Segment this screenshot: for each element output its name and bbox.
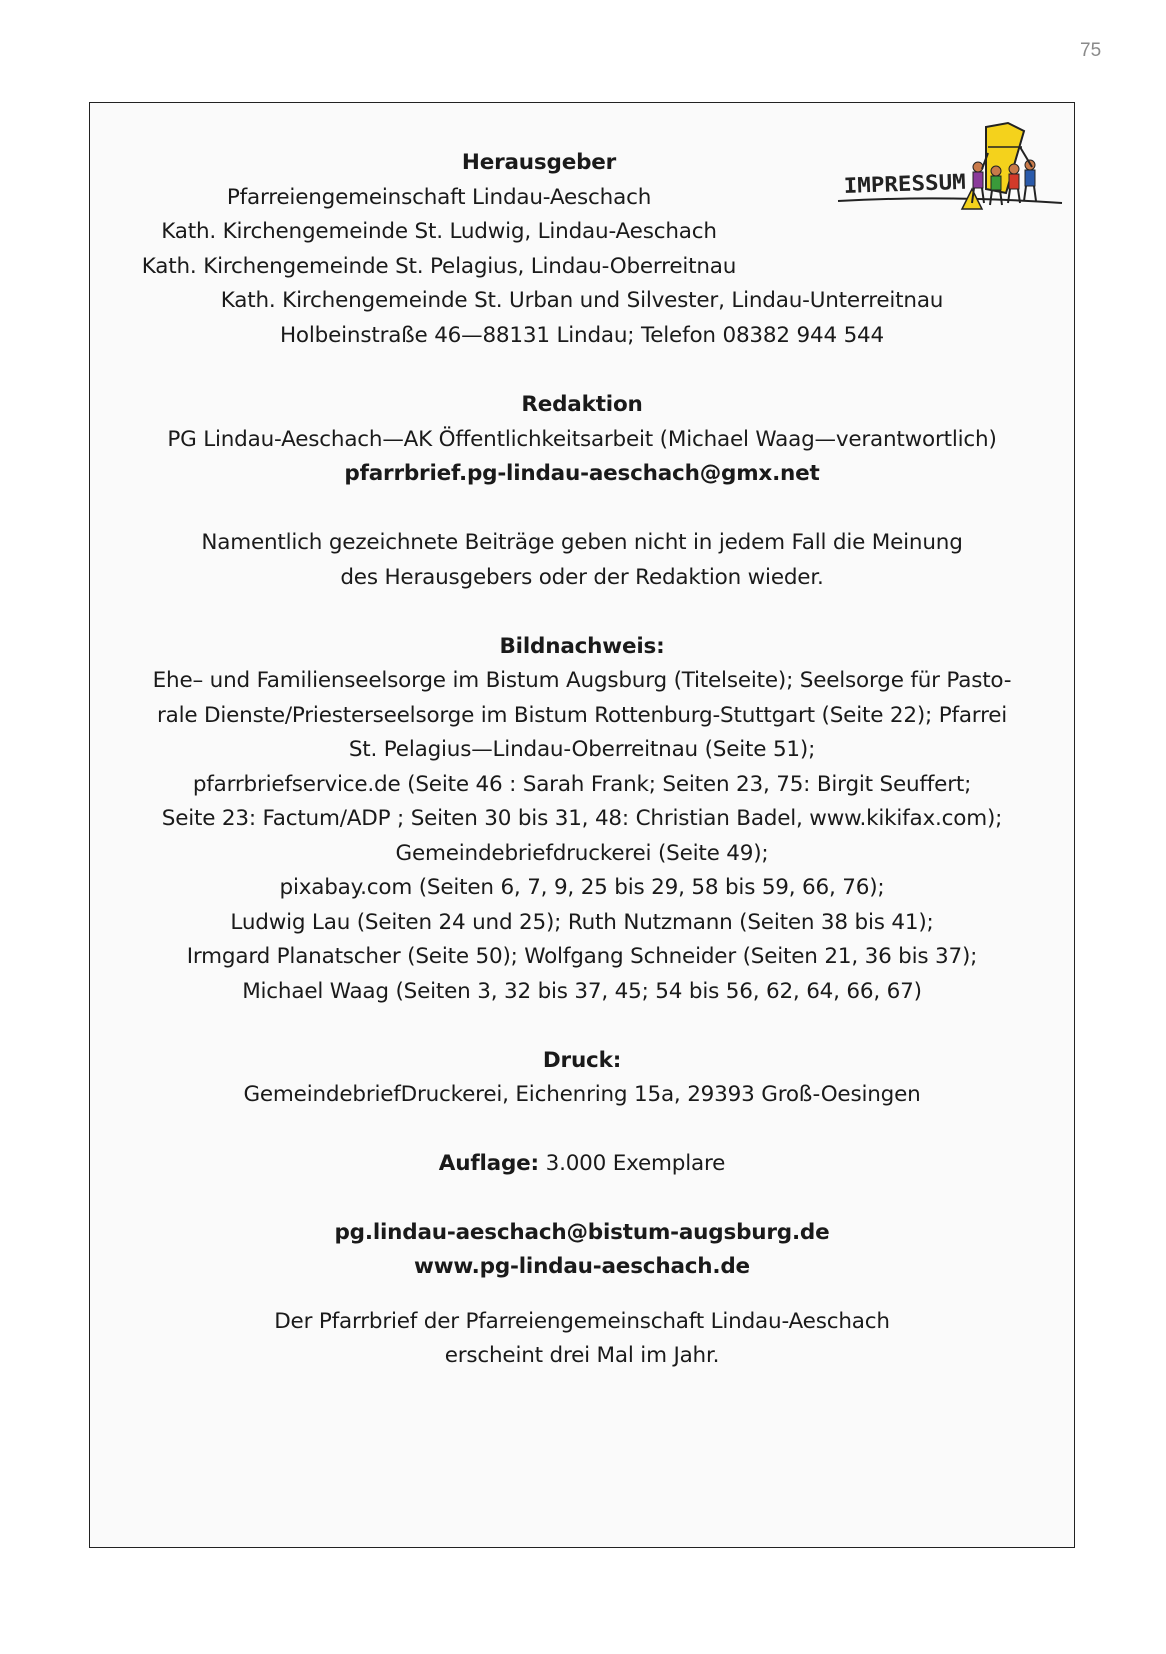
disclaimer-line: des Herausgebers oder der Redaktion wieder. xyxy=(340,565,824,590)
auflage-label: Auflage: xyxy=(438,1151,539,1176)
bildnachweis-heading: Bildnachweis: xyxy=(499,634,665,659)
impressum-frame xyxy=(89,102,1075,1548)
bildnachweis-line: Michael Waag (Seiten 3, 32 bis 37, 45; 54 bis 56, 62, 64, 66, 67) xyxy=(242,979,922,1004)
contact-website[interactable]: www.pg-lindau-aeschach.de xyxy=(414,1254,750,1279)
footer-line: Der Pfarrbrief der Pfarreiengemeinschaft Lindau-Aeschach xyxy=(274,1309,890,1334)
redaktion-heading: Redaktion xyxy=(521,392,643,417)
bildnachweis-line: Gemeindebriefdruckerei (Seite 49); xyxy=(395,841,769,866)
herausgeber-line: Kath. Kirchengemeinde St. Ludwig, Lindau-Aeschach xyxy=(161,219,717,244)
bildnachweis-line: pixabay.com (Seiten 6, 7, 9, 25 bis 29, 58 bis 59, 66, 76); xyxy=(279,875,885,900)
bildnachweis-line: Ludwig Lau (Seiten 24 und 25); Ruth Nutzmann (Seiten 38 bis 41); xyxy=(230,910,934,935)
disclaimer-line: Namentlich gezeichnete Beiträge geben nicht in jedem Fall die Meinung xyxy=(201,530,963,555)
redaktion-email[interactable]: pfarrbrief.pg-lindau-aeschach@gmx.net xyxy=(344,461,820,486)
page-number: 75 xyxy=(1080,40,1102,61)
herausgeber-line: Pfarreiengemeinschaft Lindau-Aeschach xyxy=(226,185,652,210)
bildnachweis-line: St. Pelagius—Lindau-Oberreitnau (Seite 51); xyxy=(348,737,816,762)
auflage-line xyxy=(90,1149,1074,1179)
bildnachweis-line: Seite 23: Factum/ADP ; Seiten 30 bis 31, 48: Christian Badel, www.kikifax.com); xyxy=(161,806,1003,831)
bildnachweis-line: pfarrbriefservice.de (Seite 46 : Sarah Frank; Seiten 23, 75: Birgit Seuffert; xyxy=(192,772,972,797)
bildnachweis-line: Irmgard Planatscher (Seite 50); Wolfgang Schneider (Seiten 21, 36 bis 37); xyxy=(186,944,978,969)
bildnachweis-line: Ehe– und Familienseelsorge im Bistum Augsburg (Titelseite); Seelsorge für Pasto- xyxy=(152,668,1012,693)
auflage-value: 3.000 Exemplare xyxy=(545,1151,726,1176)
herausgeber-heading: Herausgeber xyxy=(461,150,617,175)
druck-heading: Druck: xyxy=(542,1048,622,1073)
redaktion-line: PG Lindau-Aeschach—AK Öffentlichkeitsarbeit (Michael Waag—verantwortlich) xyxy=(167,427,997,452)
herausgeber-line: Kath. Kirchengemeinde St. Pelagius, Lindau-Oberreitnau xyxy=(141,254,737,279)
herausgeber-line: Holbeinstraße 46—88131 Lindau; Telefon 08382 944 544 xyxy=(279,323,885,348)
contact-email[interactable]: pg.lindau-aeschach@bistum-augsburg.de xyxy=(334,1220,830,1245)
druck-line: GemeindebriefDruckerei, Eichenring 15a, 29393 Groß-Oesingen xyxy=(243,1082,921,1107)
impressum-logo-text: IMPRESSUM xyxy=(843,170,958,198)
footer-line: erscheint drei Mal im Jahr. xyxy=(444,1343,720,1368)
bildnachweis-line: rale Dienste/Priesterseelsorge im Bistum Rottenburg-Stuttgart (Seite 22); Pfarrei xyxy=(156,703,1008,728)
herausgeber-line: Kath. Kirchengemeinde St. Urban und Silvester, Lindau-Unterreitnau xyxy=(220,288,944,313)
